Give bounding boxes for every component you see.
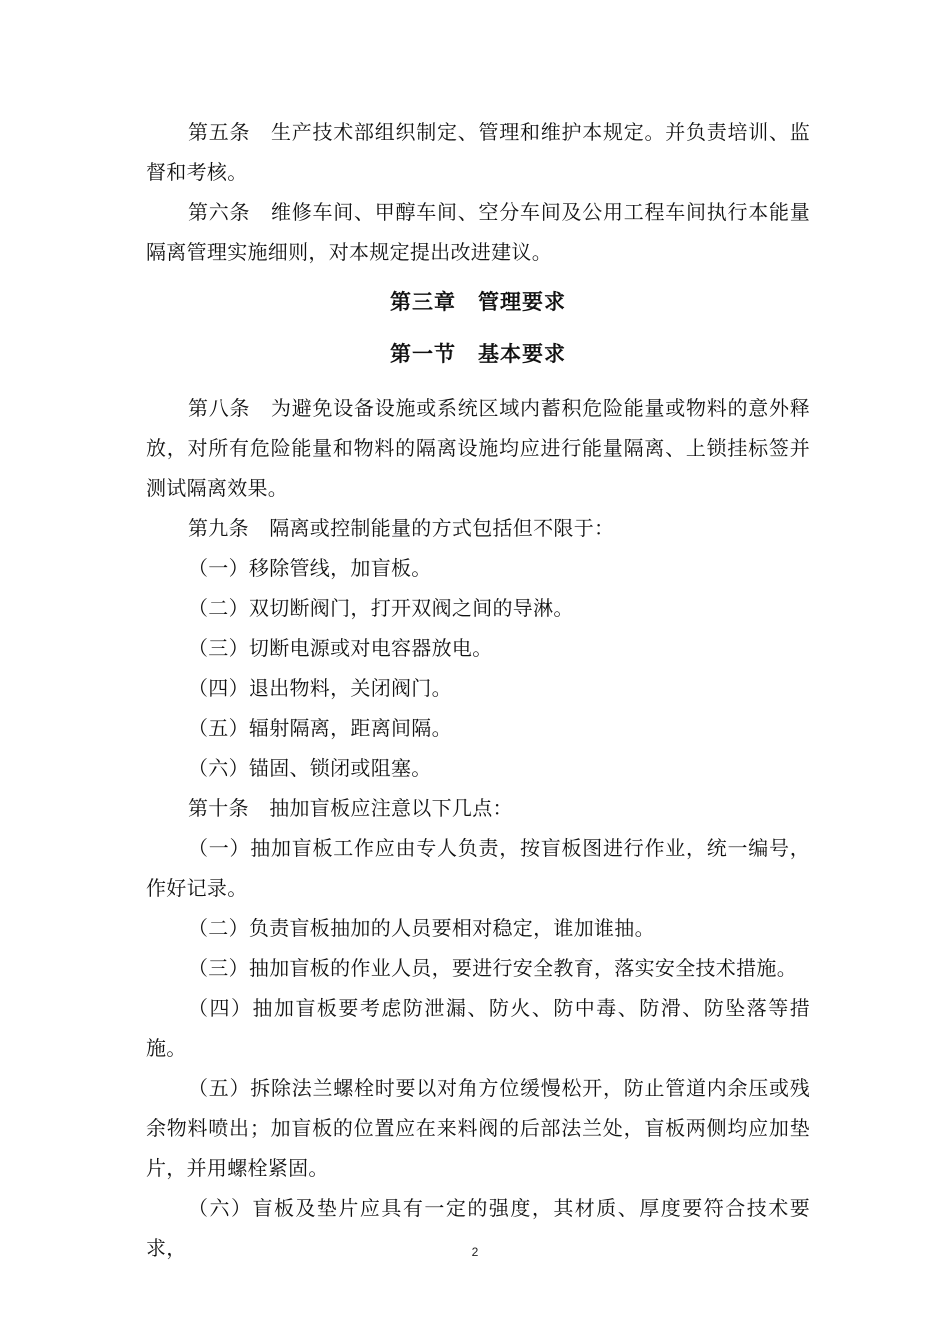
- article-9-item-5: （五）辐射隔离，距离间隔。: [188, 716, 452, 740]
- article-8-paragraph: 第八条 为避免设备设施或系统区域内蓄积危险能量或物料的意外释放，对所有危险能量和物料的隔离设施均应进行能量隔离、上锁挂标签并测试隔离效果。: [146, 396, 810, 500]
- article-10-item-5: （五）拆除法兰螺栓时要以对角方位缓慢松开，防止管道内余压或残余物料喷出；加盲板的位置应在来料阀的后部法兰处，盲板两侧均应加垫片，并用螺栓紧固。: [146, 1076, 810, 1180]
- article-9-item-2: （二）双切断阀门，打开双阀之间的导淋。: [188, 596, 574, 620]
- article-9-paragraph: 第九条 隔离或控制能量的方式包括但不限于：: [188, 516, 615, 540]
- article-6-paragraph: 第六条 维修车间、甲醇车间、空分车间及公用工程车间执行本能量隔离管理实施细则，对本规定提出改进建议。: [146, 200, 810, 264]
- article-9-item-6: （六）锚固、锁闭或阻塞。: [188, 756, 432, 780]
- article-9-item-3: （三）切断电源或对电容器放电。: [188, 636, 493, 660]
- article-10-item-1: （一）抽加盲板工作应由专人负责，按盲板图进行作业，统一编号，作好记录。: [146, 836, 810, 900]
- page-content: [146, 112, 810, 1268]
- article-10-paragraph: 第十条 抽加盲板应注意以下几点：: [188, 796, 513, 820]
- article-9-item-1: （一）移除管线，加盲板。: [188, 556, 432, 580]
- chapter-title: 第三章 管理要求: [390, 289, 566, 314]
- article-10-item-4: （四）抽加盲板要考虑防泄漏、防火、防中毒、防滑、防坠落等措施。: [146, 996, 810, 1060]
- article-10-item-2: （二）负责盲板抽加的人员要相对稳定，谁加谁抽。: [188, 916, 655, 940]
- page-number: 2: [471, 1245, 479, 1259]
- article-9-item-4: （四）退出物料，关闭阀门。: [188, 676, 452, 700]
- section-title: 第一节 基本要求: [390, 341, 566, 366]
- article-10-item-3: （三）抽加盲板的作业人员，要进行安全教育，落实安全技术措施。: [188, 956, 797, 980]
- article-5-paragraph: 第五条 生产技术部组织制定、管理和维护本规定。并负责培训、监督和考核。: [146, 120, 810, 184]
- article-10-item-6: （六）盲板及垫片应具有一定的强度，其材质、厚度要符合技术要求，: [146, 1196, 810, 1260]
